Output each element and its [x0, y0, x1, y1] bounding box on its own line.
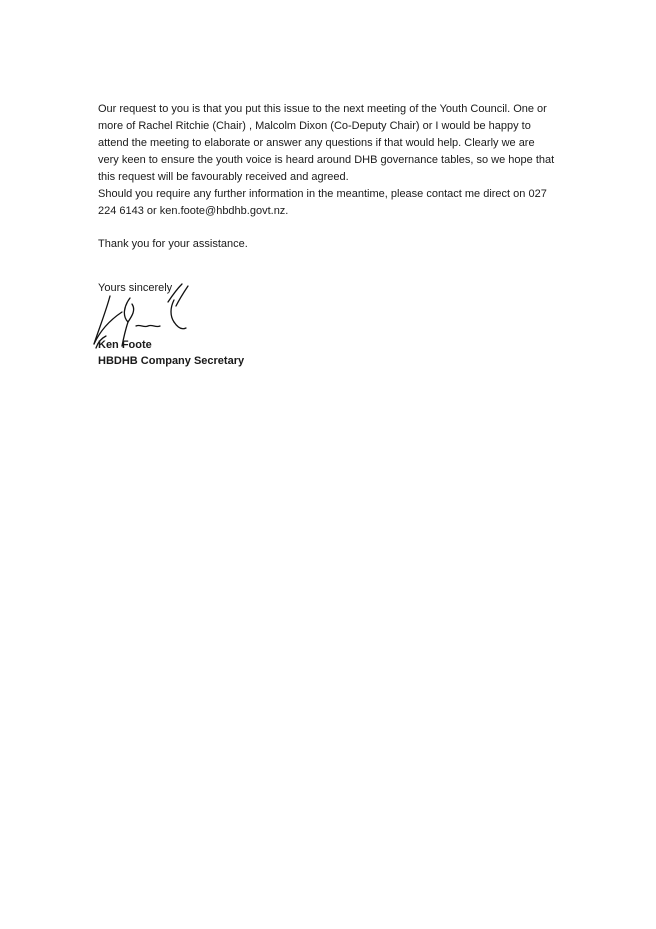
request-paragraph	[98, 101, 554, 186]
thanks-paragraph: Thank you for your assistance.	[98, 238, 248, 250]
paragraph-line: more of Rachel Ritchie (Chair) , Malcolm Dixon (Co-Deputy Chair) or I would be happy to	[98, 120, 531, 132]
paragraph-line: this request will be favourably received and agreed.	[98, 171, 349, 183]
signer-title: HBDHB Company Secretary	[98, 355, 245, 367]
closing-salutation: Yours sincerely	[98, 282, 173, 294]
signer-block	[98, 337, 244, 369]
signer-name: Ken Foote	[98, 339, 152, 351]
paragraph-line: 224 6143 or ken.foote@hbdhb.govt.nz.	[98, 205, 289, 217]
paragraph-line: Should you require any further information in the meantime, please contact me direct on 027	[98, 188, 547, 200]
contact-paragraph	[98, 186, 547, 220]
paragraph-line: very keen to ensure the youth voice is heard around DHB governance tables, so we hope that	[98, 154, 555, 166]
paragraph-line: Our request to you is that you put this issue to the next meeting of the Youth Council. One or	[98, 103, 547, 115]
paragraph-line: attend the meeting to elaborate or answer any questions if that would help. Clearly we are	[98, 137, 535, 149]
